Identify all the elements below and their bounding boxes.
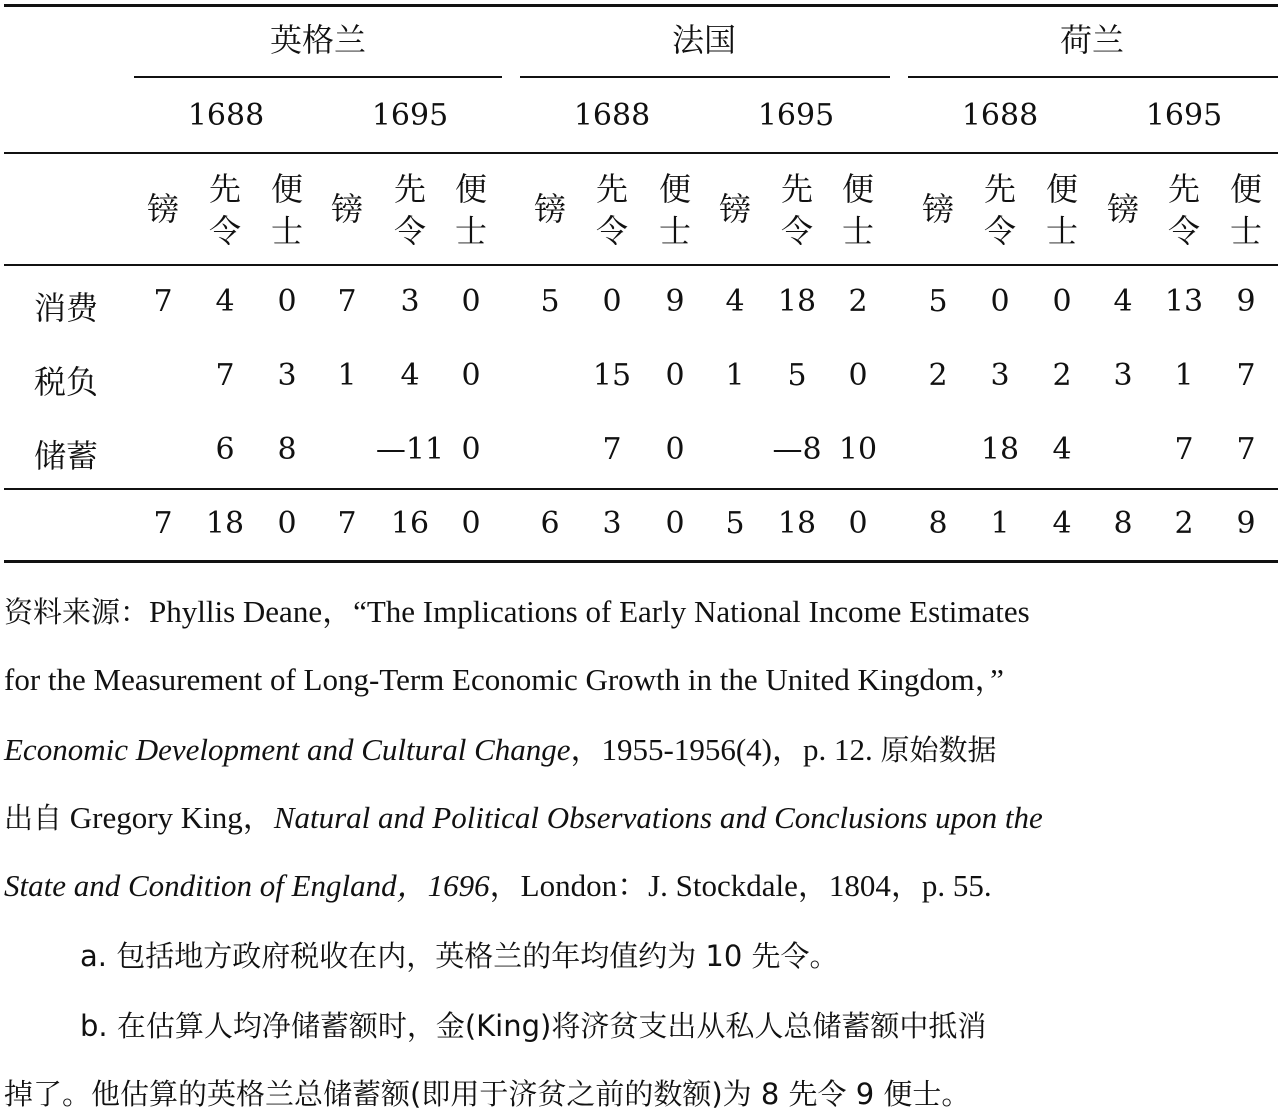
unit-char: 士 [270,212,303,250]
unit-char: 便 [841,170,874,208]
table-cell: 5 [540,284,560,319]
unit-char: 令 [208,212,241,250]
source-text-2: for the Measurement of Long-Term Economic Growth in the United Kingdom，” [4,662,1004,697]
table-cell: 7 [1236,432,1256,467]
unit-char: 先 [1167,170,1200,208]
france-underline [520,76,890,78]
table-cell: 6 [540,506,560,541]
unit-char: 便 [1045,170,1078,208]
note-a: a. 包括地方政府税收在内，英格兰的年均值约为 10 先令。 [80,939,839,973]
journal-title: Economic Development and Cultural Change [4,732,571,767]
table-cell: 3 [277,358,297,393]
table-cell: 0 [665,506,685,541]
table-cell: 16 [390,506,430,541]
table-cell: 3 [1113,358,1133,393]
source-text-5: ，London：J. Stockdale，1804，p. 55. [489,868,992,903]
year-france-1695: 1695 [757,98,835,133]
unit-char: 先 [595,170,628,208]
table-cell: 0 [848,506,868,541]
unit-char: 士 [841,212,874,250]
country-france: 法国 [671,21,737,59]
unit-char: 士 [1045,212,1078,250]
source-text-3: ，1955-1956(4)，p. 12. [570,732,873,767]
table-cell: 0 [277,284,297,319]
row-label: 消费 [34,289,99,327]
table-cell: 0 [461,506,481,541]
table-cell: 1 [337,358,357,393]
unit-header-pound [327,188,367,230]
unit-header-shilling [390,168,430,252]
table-cell: 3 [400,284,420,319]
unit-char: 先 [393,170,426,208]
body-bottom-rule [4,488,1278,490]
note-b-line-1: b. 在估算人均净储蓄额时，金(King)将济贫支出从私人总储蓄额中抵消 [80,1009,987,1043]
unit-char: 镑 [921,190,954,228]
table-cell: 7 [337,506,357,541]
unit-char: 先 [983,170,1016,208]
table-cell: 0 [990,284,1010,319]
unit-header-shilling [592,168,632,252]
table-cell: 1 [1174,358,1194,393]
unit-header-pence [267,168,307,252]
table-cell: 7 [1236,358,1256,393]
year-netherlands-1688: 1688 [961,98,1039,133]
source-line-1 [4,592,1030,632]
unit-char: 镑 [146,190,179,228]
year-netherlands-1695: 1695 [1145,98,1223,133]
unit-header-shilling [1164,168,1204,252]
unit-header-pound [715,188,755,230]
unit-char: 士 [1229,212,1262,250]
unit-header-pence [451,168,491,252]
table-cell: 5 [787,358,807,393]
table-cell: 4 [215,284,235,319]
unit-header-shilling [205,168,245,252]
table-cell: 5 [928,284,948,319]
source-text-3-cjk: 原始数据 [880,733,997,767]
table-cell: —11 [375,432,445,467]
source-text-1: Phyllis Deane，“The Implications of Early National Income Estimates [149,594,1030,629]
table-cell: 3 [602,506,622,541]
table-cell: 4 [1052,432,1072,467]
table-cell: 18 [205,506,245,541]
table-cell: 0 [602,284,622,319]
unit-header-pence [1042,168,1082,252]
netherlands-underline [908,76,1278,78]
table-cell: 4 [725,284,745,319]
table-cell: 1 [990,506,1010,541]
unit-header-pence [838,168,878,252]
table-cell: 7 [1174,432,1194,467]
table-cell: 7 [153,284,173,319]
source-line-4 [4,798,1043,838]
unit-header-shilling [777,168,817,252]
table-cell: 0 [665,432,685,467]
table-bottom-rule [4,560,1278,563]
book-title-1: Natural and Political Observations and Conclusions upon the [273,800,1043,835]
unit-char: 先 [208,170,241,208]
note-b-line-2: 掉了。他估算的英格兰总储蓄额(即用于济贫之前的数额)为 8 先令 9 便士。 [4,1077,971,1111]
unit-header-pound [530,188,570,230]
table-cell: 4 [400,358,420,393]
unit-char: 令 [983,212,1016,250]
row-label: 储蓄 [34,437,99,475]
table-cell: 18 [777,506,817,541]
source-prefix: 资料来源： [4,595,150,629]
table-cell: 0 [848,358,868,393]
unit-char: 镑 [718,190,751,228]
table-cell: 8 [928,506,948,541]
unit-header-pound [1103,188,1143,230]
table-cell: 5 [725,506,745,541]
source-line-3 [4,730,997,770]
unit-header-pound [918,188,958,230]
source-line-5 [4,866,992,906]
unit-char: 便 [1229,170,1262,208]
table-cell: 4 [1113,284,1133,319]
table-cell: 15 [592,358,632,393]
table-cell: 10 [838,432,878,467]
unit-char: 令 [393,212,426,250]
table-top-rule [4,4,1278,7]
table-cell: 13 [1164,284,1204,319]
unit-char: 镑 [1106,190,1139,228]
table-cell: 2 [1174,506,1194,541]
table-cell: 7 [337,284,357,319]
table-cell: 7 [602,432,622,467]
year-england-1695: 1695 [371,98,449,133]
table-cell: 2 [1052,358,1072,393]
table-cell: 0 [461,358,481,393]
table-cell: 6 [215,432,235,467]
source-text-4-cjk: 出自 [4,801,63,835]
book-title-2: State and Condition of England，1696 [4,868,490,903]
table-cell: 2 [928,358,948,393]
table-cell: 0 [665,358,685,393]
table-cell: 7 [153,506,173,541]
unit-char: 令 [1167,212,1200,250]
source-line-2 [4,660,1004,700]
unit-char: 便 [454,170,487,208]
table-cell: 18 [980,432,1020,467]
table-cell: 0 [1052,284,1072,319]
years-bottom-rule [4,152,1278,154]
unit-header-pound [143,188,183,230]
table-cell: 0 [277,506,297,541]
table-cell: —8 [772,432,822,467]
year-france-1688: 1688 [573,98,651,133]
country-england: 英格兰 [269,21,367,59]
table-cell: 3 [990,358,1010,393]
country-netherlands: 荷兰 [1059,21,1125,59]
england-underline [134,76,502,78]
table-cell: 9 [665,284,685,319]
table-cell: 18 [777,284,817,319]
year-england-1688: 1688 [187,98,265,133]
table-cell: 9 [1236,506,1256,541]
unit-char: 士 [658,212,691,250]
unit-char: 便 [270,170,303,208]
table-cell: 7 [215,358,235,393]
unit-char: 令 [595,212,628,250]
unit-header-shilling [980,168,1020,252]
table-cell: 4 [1052,506,1072,541]
table-cell: 1 [725,358,745,393]
unit-char: 镑 [330,190,363,228]
table-cell: 0 [461,432,481,467]
unit-char: 令 [780,212,813,250]
unit-header-pence [655,168,695,252]
table-cell: 9 [1236,284,1256,319]
source-author: Gregory King， [69,800,274,835]
unit-char: 便 [658,170,691,208]
unit-char: 镑 [533,190,566,228]
table-cell: 8 [277,432,297,467]
unit-header-pence [1226,168,1266,252]
table-cell: 0 [461,284,481,319]
unit-char: 先 [780,170,813,208]
unit-char: 士 [454,212,487,250]
table-cell: 2 [848,284,868,319]
header-bottom-rule [4,264,1278,266]
row-label: 税负 [34,363,99,401]
table-cell: 8 [1113,506,1133,541]
